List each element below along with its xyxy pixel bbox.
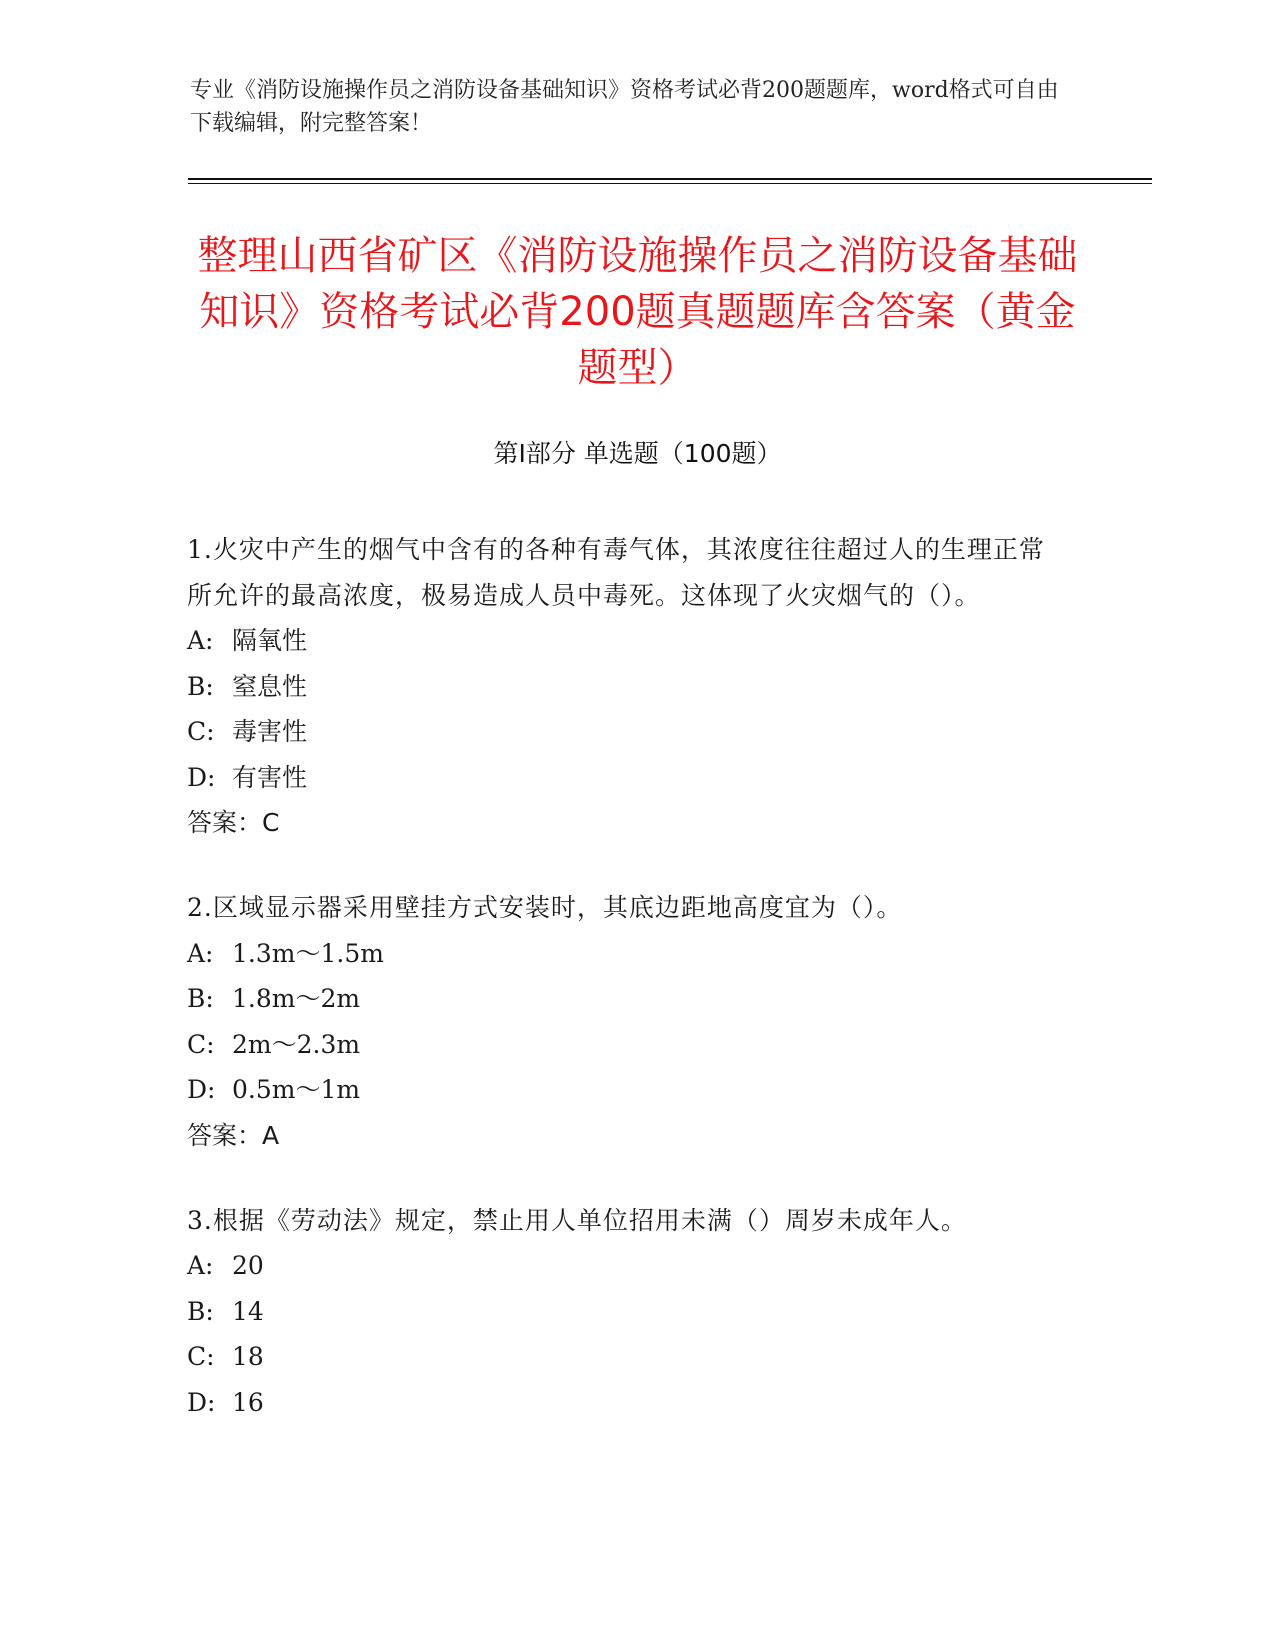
option-text: 16 (232, 1387, 264, 1417)
question-stem: 2.区域显示器采用壁挂方式安装时，其底边距地高度宜为（）。 (187, 893, 903, 922)
option-letter: A: (187, 938, 214, 968)
option-b (187, 1289, 1067, 1335)
option-text: 0.5m～1m (232, 1075, 361, 1104)
option-text: 窒息性 (232, 671, 308, 701)
option-c (187, 1022, 1067, 1068)
option-letter: D: (187, 1075, 216, 1104)
option-d (187, 755, 1067, 801)
option-d (187, 1380, 1067, 1426)
option-text: 毒害性 (232, 717, 308, 746)
option-text: 2m～2.3m (232, 1029, 361, 1059)
option-text: 1.3m～1.5m (232, 938, 384, 968)
option-letter: C: (187, 717, 215, 746)
section-title: 第Ⅰ部分 单选题（100题） (493, 439, 782, 468)
document-title: 整理山西省矿区《消防设施操作员之消防设备基础知识》资格考试必背200题真题题库含答案（黄金题型） (197, 233, 1078, 391)
question-1 (187, 527, 1067, 845)
option-c (187, 709, 1067, 755)
question-answer: 答案：C (187, 808, 280, 837)
header-rule-thick (188, 178, 1152, 180)
option-text: 14 (232, 1296, 264, 1326)
option-b (187, 664, 1067, 710)
option-b (187, 976, 1067, 1022)
question-answer: 答案：A (187, 1120, 280, 1150)
option-letter: A: (187, 1251, 214, 1280)
option-a (187, 1243, 1067, 1289)
option-text: 隔氧性 (232, 626, 308, 655)
option-d (187, 1067, 1067, 1113)
option-text: 20 (232, 1251, 264, 1280)
question-stem: 3.根据《劳动法》规定，禁止用人单位招用未满（）周岁未成年人。 (187, 1205, 967, 1235)
option-letter: B: (187, 984, 214, 1013)
header-rule-thin (188, 183, 1152, 184)
option-text: 有害性 (232, 762, 308, 792)
option-letter: D: (187, 1387, 216, 1417)
option-letter: B: (187, 1296, 214, 1326)
option-letter: B: (187, 671, 214, 701)
option-a (187, 931, 1067, 977)
option-letter: D: (187, 762, 216, 792)
question-list (187, 527, 1067, 1465)
option-c (187, 1334, 1067, 1380)
option-text: 1.8m～2m (232, 984, 361, 1013)
option-letter: C: (187, 1029, 215, 1059)
option-letter: A: (187, 626, 214, 655)
option-text: 18 (232, 1342, 264, 1371)
header-note: 专业《消防设施操作员之消防设备基础知识》资格考试必背200题题库，word格式可自由下载编辑，附完整答案！ (190, 78, 1059, 136)
question-3 (187, 1198, 1067, 1426)
question-stem: 1.火灾中产生的烟气中含有的各种有毒气体，其浓度往往超过人的生理正常所允许的最高浓度，极易造成人员中毒死。这体现了火灾烟气的（）。 (187, 535, 1045, 610)
question-2 (187, 885, 1067, 1158)
option-a (187, 618, 1067, 664)
option-letter: C: (187, 1342, 215, 1371)
